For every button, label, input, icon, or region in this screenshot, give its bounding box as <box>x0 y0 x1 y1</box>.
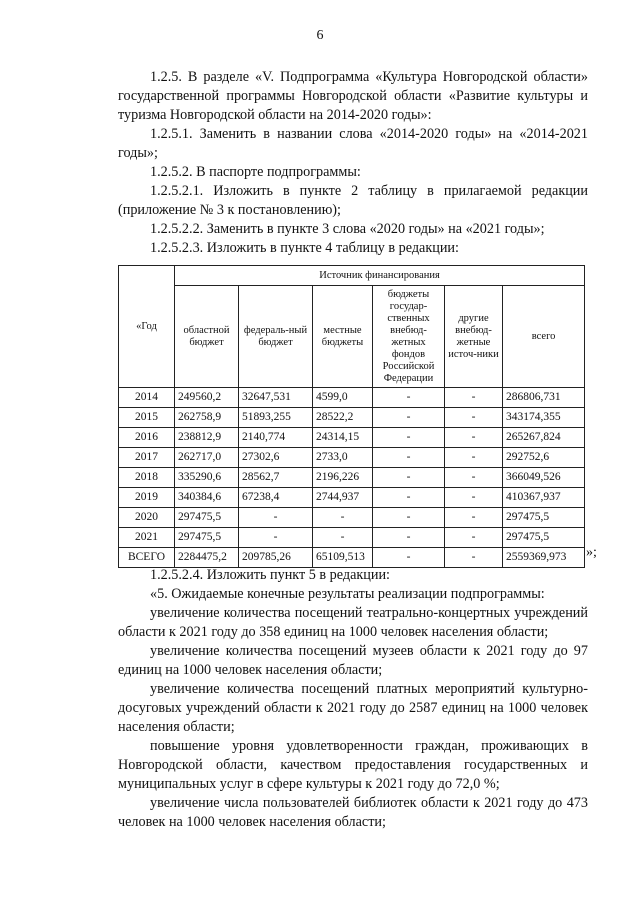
table-cell: 2733,0 <box>313 448 373 468</box>
table-closing-quote: »; <box>586 545 597 560</box>
table-cell: - <box>373 448 445 468</box>
table-cell: 366049,526 <box>503 468 585 488</box>
table-body <box>119 388 585 568</box>
table-cell: 2196,226 <box>313 468 373 488</box>
table-cell: - <box>445 388 503 408</box>
table-cell: 249560,2 <box>175 388 239 408</box>
table-cell: - <box>445 428 503 448</box>
table-row <box>119 428 585 448</box>
table-cell: - <box>313 528 373 548</box>
paragraph: 1.2.5.2.1. Изложить в пункте 2 таблицу в прилагаемой редакции (приложение № 3 к постановлению); <box>118 183 588 218</box>
table-cell: 32647,531 <box>239 388 313 408</box>
paragraph: повышение уровня удовлетворенности граждан, проживающих в Новгородской области, качеством предоставления государственных и муниципальных услуг в сфере культуры к 2021 году до 72,0 %; <box>118 738 588 792</box>
table-row <box>119 408 585 428</box>
table-cell: 335290,6 <box>175 468 239 488</box>
table-cell: 286806,731 <box>503 388 585 408</box>
column-header: бюджеты государ-ственных внебюд-жетных фондов Российской Федерации <box>373 286 445 388</box>
table-cell: 4599,0 <box>313 388 373 408</box>
year-cell: 2014 <box>119 388 175 408</box>
year-cell: 2021 <box>119 528 175 548</box>
table-cell: - <box>239 508 313 528</box>
table-cell: - <box>445 468 503 488</box>
table-cell: 209785,26 <box>239 548 313 568</box>
table-row <box>119 528 585 548</box>
table-cell: - <box>373 508 445 528</box>
table-cell: - <box>373 468 445 488</box>
column-header: областной бюджет <box>175 286 239 388</box>
paragraph: 1.2.5.2.2. Заменить в пункте 3 слова «2020 годы» на «2021 годы»; <box>150 221 545 237</box>
paragraph: «5. Ожидаемые конечные результаты реализации подпрограммы: <box>150 586 545 602</box>
table-cell: 2284475,2 <box>175 548 239 568</box>
year-cell: 2018 <box>119 468 175 488</box>
table-cell: 262758,9 <box>175 408 239 428</box>
top-text-block <box>118 68 588 258</box>
year-cell: ВСЕГО <box>119 548 175 568</box>
year-cell: 2015 <box>119 408 175 428</box>
paragraph: 1.2.5. В разделе «V. Подпрограмма «Культура Новгородской области» государственной программы Новгородской области «Развитие культуры и туризма Новгородской области на 2014-2020 годы»: <box>118 69 588 123</box>
financing-table <box>118 265 585 568</box>
table-row <box>119 548 585 568</box>
column-header: другие внебюд-жетные источ-ники <box>445 286 503 388</box>
column-header: всего <box>503 286 585 388</box>
table-cell: - <box>445 448 503 468</box>
table-cell: 297475,5 <box>503 528 585 548</box>
table-row <box>119 448 585 468</box>
table-cell: 340384,6 <box>175 488 239 508</box>
table-cell: 262717,0 <box>175 448 239 468</box>
table-row <box>119 508 585 528</box>
paragraph: 1.2.5.2. В паспорте подпрограммы: <box>150 164 361 180</box>
table-row <box>119 488 585 508</box>
table-cell: 410367,937 <box>503 488 585 508</box>
financing-source-header: Источник финансирования <box>175 266 585 286</box>
table-cell: - <box>313 508 373 528</box>
table-cell: - <box>373 548 445 568</box>
table-cell: 2559369,973 <box>503 548 585 568</box>
table-cell: 297475,5 <box>175 508 239 528</box>
table-cell: - <box>373 528 445 548</box>
table-cell: 27302,6 <box>239 448 313 468</box>
table-cell: 2744,937 <box>313 488 373 508</box>
column-header: местные бюджеты <box>313 286 373 388</box>
table-cell: - <box>373 428 445 448</box>
table-row <box>119 388 585 408</box>
table-cell: 67238,4 <box>239 488 313 508</box>
table-cell: 28562,7 <box>239 468 313 488</box>
table-row <box>119 468 585 488</box>
table-cell: - <box>373 488 445 508</box>
table-cell: 51893,255 <box>239 408 313 428</box>
table-cell: 297475,5 <box>503 508 585 528</box>
table-cell: 238812,9 <box>175 428 239 448</box>
table-cell: - <box>373 388 445 408</box>
table-cell: - <box>445 488 503 508</box>
year-cell: 2019 <box>119 488 175 508</box>
paragraph: увеличение количества посещений театрально-концертных учреждений области к 2021 году до 358 единиц на 1000 человек населения области; <box>118 605 588 640</box>
table-cell: - <box>239 528 313 548</box>
paragraph: увеличение количества посещений музеев области к 2021 году до 97 единиц на 1000 человек населения области; <box>118 643 588 678</box>
table-cell: - <box>373 408 445 428</box>
table-cell: 2140,774 <box>239 428 313 448</box>
paragraph: 1.2.5.2.4. Изложить пункт 5 в редакции: <box>150 567 390 583</box>
column-header: федераль-ный бюджет <box>239 286 313 388</box>
year-cell: 2020 <box>119 508 175 528</box>
year-cell: 2017 <box>119 448 175 468</box>
table-cell: 28522,2 <box>313 408 373 428</box>
table-cell: 292752,6 <box>503 448 585 468</box>
table-cell: - <box>445 508 503 528</box>
page-number: 6 <box>316 28 324 43</box>
table-cell: 265267,824 <box>503 428 585 448</box>
table-cell: 24314,15 <box>313 428 373 448</box>
year-cell: 2016 <box>119 428 175 448</box>
table-cell: 65109,513 <box>313 548 373 568</box>
paragraph: увеличение количества посещений платных мероприятий культурно-досуговых учреждений области к 2021 году до 2587 единиц на 1000 человек населения области; <box>118 681 588 735</box>
table-cell: - <box>445 528 503 548</box>
bottom-text-block <box>118 566 588 832</box>
paragraph: увеличение числа пользователей библиотек области к 2021 году до 473 человек на 1000 человек населения области; <box>118 795 588 830</box>
table-cell: - <box>445 408 503 428</box>
year-header: «Год <box>119 266 175 388</box>
table-cell: - <box>445 548 503 568</box>
table-cell: 343174,355 <box>503 408 585 428</box>
paragraph: 1.2.5.1. Заменить в названии слова «2014-2020 годы» на «2014-2021 годы»; <box>118 126 588 161</box>
paragraph: 1.2.5.2.3. Изложить в пункте 4 таблицу в редакции: <box>150 240 459 256</box>
table-cell: 297475,5 <box>175 528 239 548</box>
